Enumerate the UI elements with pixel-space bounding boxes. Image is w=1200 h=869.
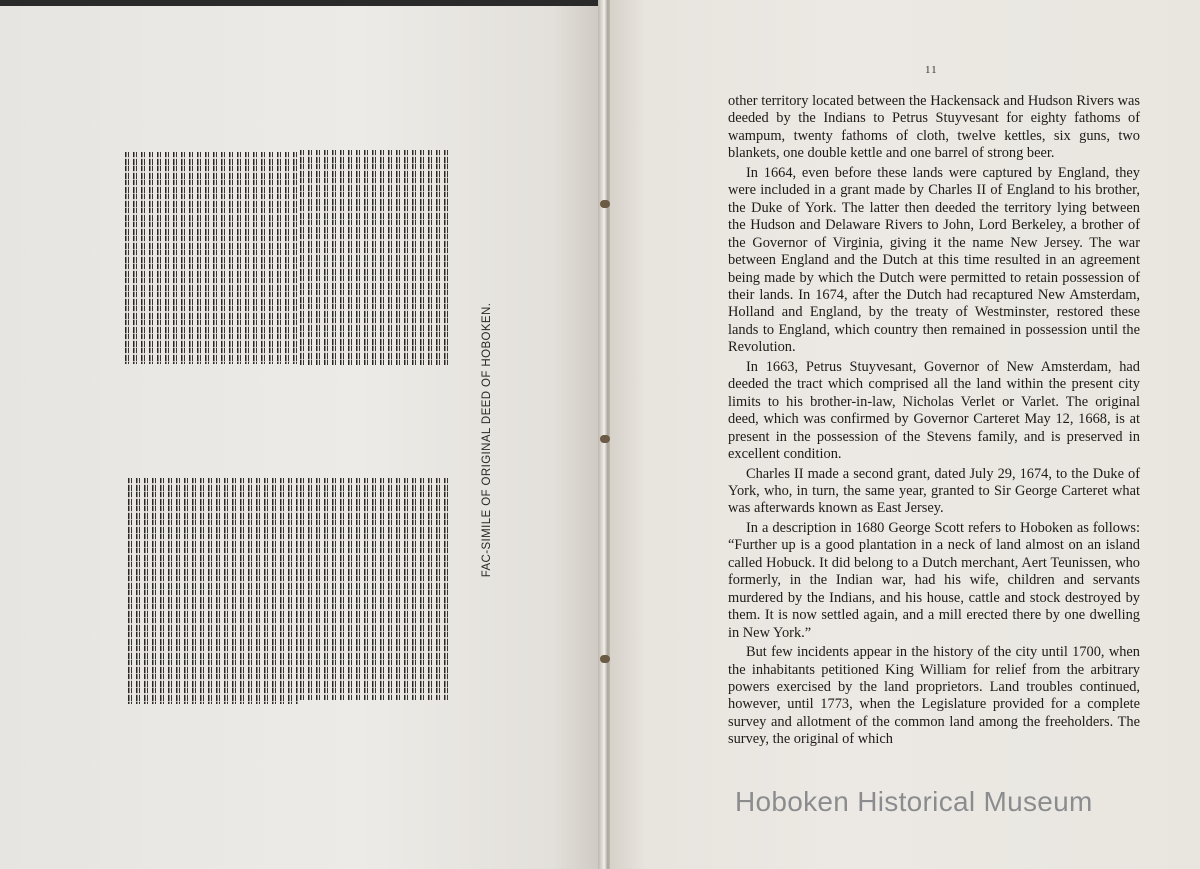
paragraph: In a description in 1680 George Scott refers to Hoboken as follows: “Further up is a good plantation in a neck of land almost on an island called Hobuck. It did belong to a Dutch merchant, Aert Teunissen, who formerly, in the Indian war, had his wife, children and servants murdered by the Indians, and his house, cattle and stock destroyed by them. It is now settled again, and a mill erected there by one dwelling in New York.”: [728, 519, 1140, 641]
paragraph: Charles II made a second grant, dated July 29, 1674, to the Duke of York, who, in turn, the same year, granted to Sir George Carteret what was afterwards known as East Jersey.: [728, 465, 1140, 517]
museum-watermark: Hoboken Historical Museum: [735, 786, 1093, 817]
facsimile-caption: [476, 290, 498, 590]
deed-facsimile-lower-right: [300, 478, 450, 700]
binding-stitch: [600, 200, 610, 208]
binding-stitch: [600, 655, 610, 663]
paragraph: In 1663, Petrus Stuyvesant, Governor of New Amsterdam, had deeded the tract which comprised all the land within the present city limits to his brother-in-law, Nicholas Verlet or Varlet. The original deed, which was confirmed by Governor Carteret May 12, 1668, is at present in the possession of the Stevens family, and is preserved in excellent condition.: [728, 358, 1140, 463]
paragraph: In 1664, even before these lands were captured by England, they were included in a grant made by Charles II of England to his brother, the Duke of York. The latter then deeded the territory lying between the Hudson and Delaware Rivers to John, Lord Berkeley, a brother of the Governor of Virginia, giving it the name New Jersey. The war between England and the Dutch at this time resulted in an agreement being made by which the Dutch were permitted to retain possession of their lands. In 1674, after the Dutch had recaptured New Amsterdam, Holland and England, by the treaty of Westminster, restored these lands to England, which country then remained in possession until the Revolution.: [728, 164, 1140, 356]
page-number: 11: [925, 64, 938, 76]
binding-stitch: [600, 435, 610, 443]
facsimile-caption-text: FAC-SIMILE OF ORIGINAL DEED OF HOBOKEN.: [481, 302, 493, 578]
paragraph: But few incidents appear in the history of the city until 1700, when the inhabitants petitioned King William for relief from the arbitrary powers exercised by the land proprietors. Land troubles continued, however, until 1773, when the Legislature provided for a complete survey and allotment of the common land among the freeholders. The survey, the original of which: [728, 644, 1140, 748]
page-top-edge: [0, 0, 600, 6]
deed-facsimile-upper-left: [125, 152, 297, 364]
deed-facsimile-lower-left: [128, 478, 298, 704]
paragraph: other territory located between the Hackensack and Hudson Rivers was deeded by the Indians to Petrus Stuyvesant for eighty fathoms of wampum, twenty fathoms of cloth, twelve kettles, six guns, two blankets, one double kettle and one barrel of strong beer.: [728, 93, 1140, 162]
deed-facsimile-upper-right: [300, 150, 448, 365]
body-text: [728, 93, 1140, 751]
